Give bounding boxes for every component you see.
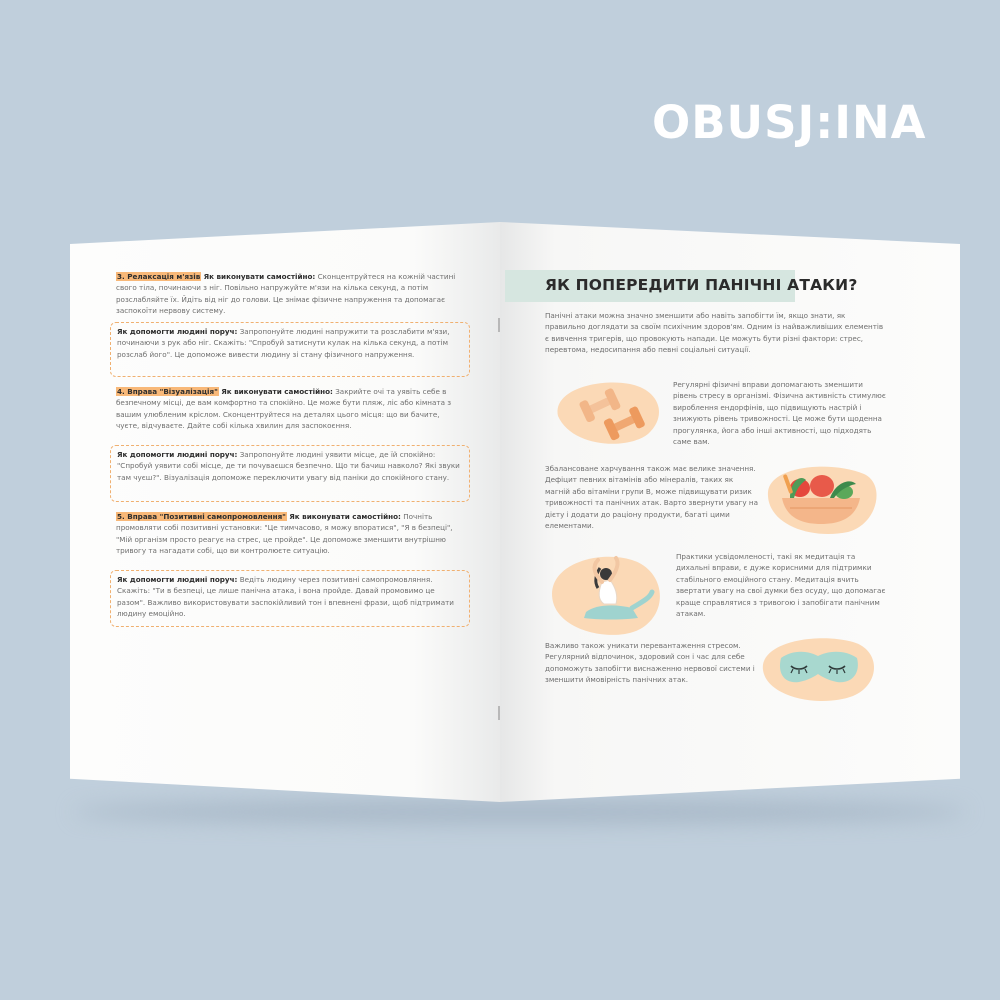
tip-exercise: Регулярні фізичні вправи допомагають зменшити рівень стресу в організмі. Фізична активність стимулює вироблення ендорфінів, що підвищують настрій і знижують рівень тривожності. Це може бути щоденна прогулянка, йога або інші активності, що підходять саме вам. (673, 380, 886, 447)
help-label: Як допомогти людині поруч: (117, 327, 238, 336)
self-label: Як виконувати самостійно: (221, 387, 333, 396)
staple (498, 706, 500, 720)
sleep-mask-icon (757, 634, 879, 702)
section-4-self (116, 386, 461, 432)
dumbbells-icon (548, 376, 668, 448)
section-body: Сконцентруйтеся на кожній частині свого тіла, починаючи з ніг. Повільно напружуйте м'язи на кілька секунд, а потім розслабляйте їх. Йдіть від ніг до голови. Це знімає фізичне напруження та допомагає заспокоїти нервову систему. (116, 272, 456, 316)
help-label: Як допомогти людині поруч: (117, 450, 238, 459)
tip-nutrition: Збалансоване харчування також має велике значення. Дефіцит певних вітамінів або мінералів, таких як магній або вітаміни групи B, може підвищувати ризик тривожності та панічних атак. Варто звернути увагу на дієту і додати до раціону продукти, багаті цими елементами. (545, 464, 758, 531)
self-label: Як виконувати самостійно: (203, 272, 316, 281)
meditation-icon (546, 552, 668, 638)
section-5-self (116, 511, 461, 557)
section-3-help (117, 326, 462, 360)
section-4-help (117, 449, 462, 483)
section-body: Закрийте очі та уявіть себе в безпечному місці, де вам комфортно та спокійно. Це може бути пляж, ліс або кімната з вашим улюбленим кріслом. Сконцентруйтеся на деталях цього місця: що ви бачите, чуєте, відчуваєте. Дайте собі кілька хвилин для заспокоєння. (116, 387, 452, 431)
section-body: Почніть промовляти собі позитивні установки: "Це тимчасово, я можу впоратися", "Я в безпеці", "Мій організм просто реагує на стрес, це пройде". Це допоможе зменшити внутрішню тривогу та нагадати собі, що ви контролюєте ситуацію. (116, 512, 453, 556)
help-body: Запропонуйте людині напружити та розслабити м'язи, починаючи з рук або ніг. Скажіть: "Спробуй затиснути кулак на кілька секунд, а потім розслаб його". Це допоможе вивести людину зі стану фізичного напруження. (117, 327, 450, 359)
tip-mindfulness: Практики усвідомленості, такі як медитація та дихальні вправи, є дуже корисними для підтримки стабільного емоційного стану. Медитація вчить звертати увагу на свої думки без осуду, що допомагає краще справлятися з тривогою і запобігати панічним атакам. (676, 552, 886, 619)
help-body: Запропонуйте людині уявити місце, де їй спокійно: "Спробуй уявити собі місце, де ти почуваєшся безпечно. Що ти бачиш навколо? Які звуки там чуєш?". Візуалізація допоможе переключити увагу від паніки до спокійного стану. (117, 450, 460, 482)
salad-bowl-icon (760, 462, 882, 536)
section-heading: 3. Релаксація м'язів (117, 272, 201, 281)
section-3-self (116, 271, 461, 317)
help-label: Як допомогти людині поруч: (117, 575, 238, 584)
help-body: Ведіть людину через позитивні самопромовляння. Скажіть: "Ти в безпеці, це лише панічна атака, і вона пройде. Давай промовимо це разом". Важливо використовувати заспокійливий тон і впевнені фрази, щоб підтримати людину емоційно. (117, 575, 454, 619)
intro-paragraph: Панічні атаки можна значно зменшити або навіть запобігти їм, якщо знати, як правильно доглядати за своїм психічним здоров'ям. Одним із найважливіших елементів є вивчення тригерів, що провокують напади. Це можуть бути різні фактори: стрес, перевтома, недосипання або певні соціальні ситуації. (545, 311, 884, 355)
self-label: Як виконувати самостійно: (289, 512, 401, 521)
brand-logo: OBUSJ:INA (652, 96, 927, 149)
staple (498, 318, 500, 332)
page-title: ЯК ПОПЕРЕДИТИ ПАНІЧНІ АТАКИ? (545, 276, 858, 294)
section-heading: 5. Вправа "Позитивні самопромовлення" (117, 512, 286, 521)
section-5-help (117, 574, 462, 620)
section-heading: 4. Вправа "Візуалізація" (117, 387, 218, 396)
tip-rest: Важливо також уникати перевантаження стресом. Регулярний відпочинок, здоровий сон і час для себе допоможуть запобігти виснаженню нервової системи і зменшити ймовірність панічних атак. (545, 641, 755, 685)
